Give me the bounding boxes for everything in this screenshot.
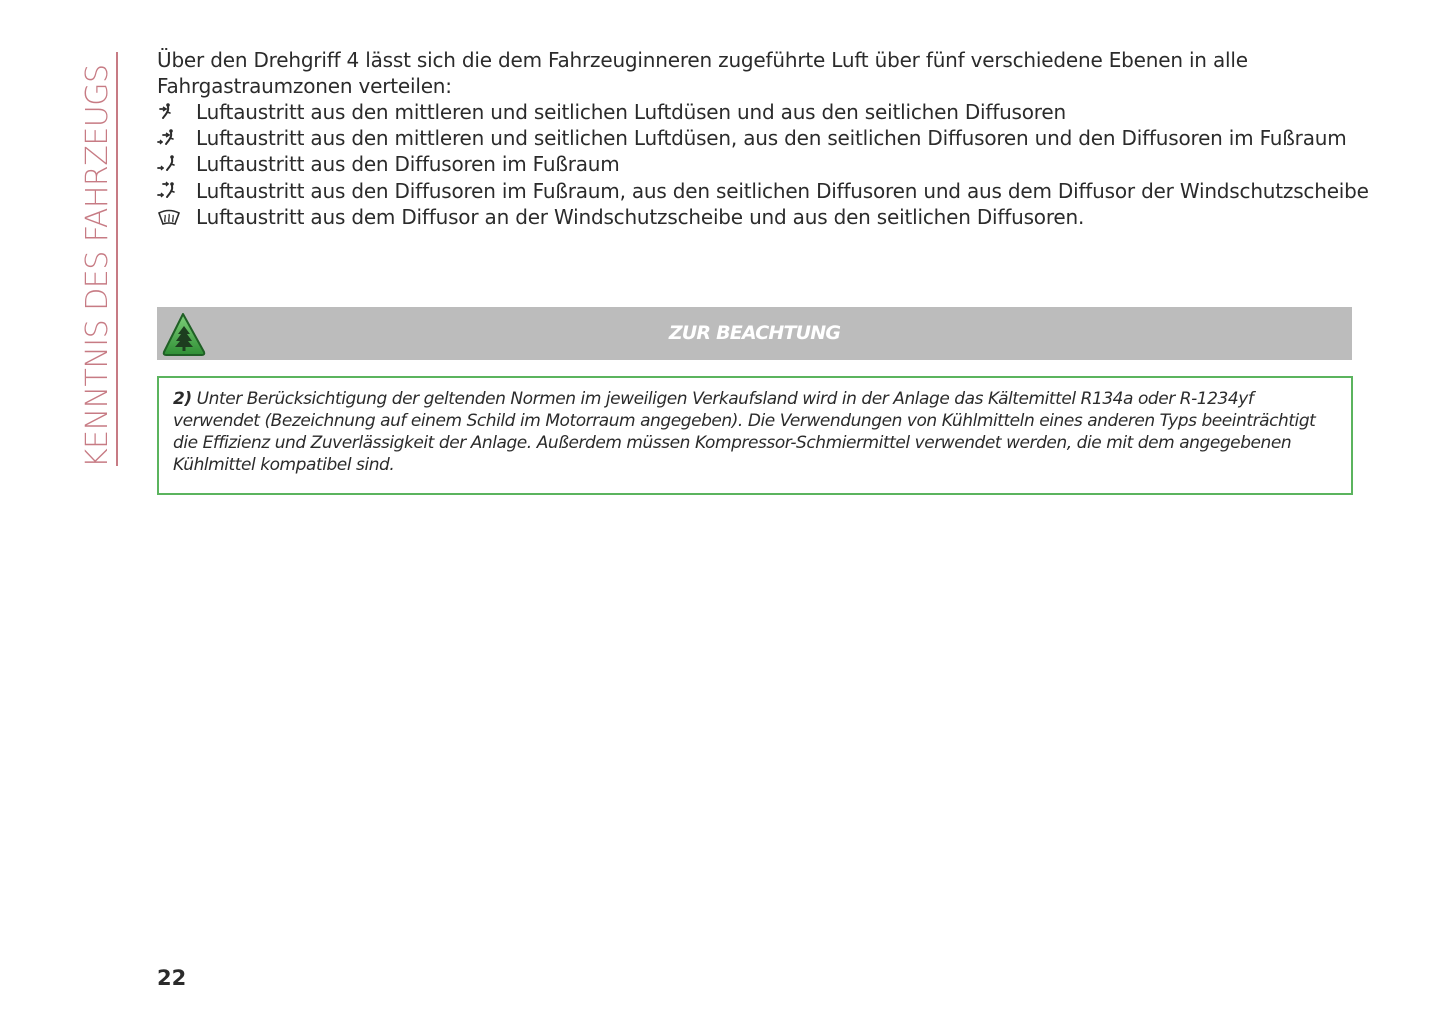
- section-tab-label: KENNTNIS DES FAHRZEUGS: [80, 64, 115, 468]
- intro-text: Über den Drehgriff 4 lässt sich die dem Fahrzeuginneren zugeführte Luft über fünf verschiedene Ebenen in alle Fahrgastraumzonen verteilen:: [157, 48, 1248, 98]
- list-item-text: Luftaustritt aus den Diffusoren im Fußraum: [196, 152, 620, 177]
- page-number: 22: [157, 966, 187, 990]
- list-item-text: Luftaustritt aus den Diffusoren im Fußraum, aus den seitlichen Diffusoren und aus dem Diffusor der Windschutzscheibe: [196, 178, 1369, 203]
- note-title: ZUR BEACHTUNG: [668, 322, 841, 344]
- windshield-defrost-icon: [157, 207, 181, 227]
- air-feet-icon: [157, 154, 181, 174]
- note-number: 2): [173, 389, 192, 409]
- air-face-icon: [157, 102, 181, 122]
- list-item: [157, 204, 1357, 230]
- section-tab-rule: [116, 52, 118, 466]
- list-item: [157, 125, 1357, 151]
- list-item: [157, 151, 1357, 177]
- list-item-text: Luftaustritt aus dem Diffusor an der Windschutzscheibe und aus den seitlichen Diffusoren.: [196, 204, 1085, 229]
- air-feet-windshield-icon: [157, 181, 181, 201]
- air-face-feet-icon: [157, 128, 181, 148]
- note-box: [157, 376, 1353, 495]
- section-tab: [78, 50, 118, 468]
- list-item-text: Luftaustritt aus den mittleren und seitlichen Luftdüsen, aus den seitlichen Diffusoren und den Diffusoren im Fußraum: [196, 126, 1347, 151]
- note-header: [157, 307, 1352, 360]
- note-text: Unter Berücksichtigung der geltenden Normen im jeweiligen Verkaufsland wird in der Anlage das Kältemittel R134a oder R-1234yf verwendet (Bezeichnung auf einem Schild im Motorraum angegeben). Die Verwendungen von Kühlmitteln eines anderen Typs beeinträchtigt die Effizienz und Zuverlässigkeit der Anlage. Außerdem müssen Kompressor-Schmiermittel verwendet werden, die mit dem angegebenen Kühlmittel kompatibel sind.: [173, 389, 1316, 475]
- air-distribution-list: [157, 99, 1369, 230]
- intro-paragraph: [157, 47, 1357, 99]
- list-item: [157, 178, 1369, 204]
- list-item: [157, 99, 1357, 125]
- list-item-text: Luftaustritt aus den mittleren und seitlichen Luftdüsen und aus den seitlichen Diffusoren: [196, 100, 1066, 124]
- note-paragraph: [173, 388, 1343, 476]
